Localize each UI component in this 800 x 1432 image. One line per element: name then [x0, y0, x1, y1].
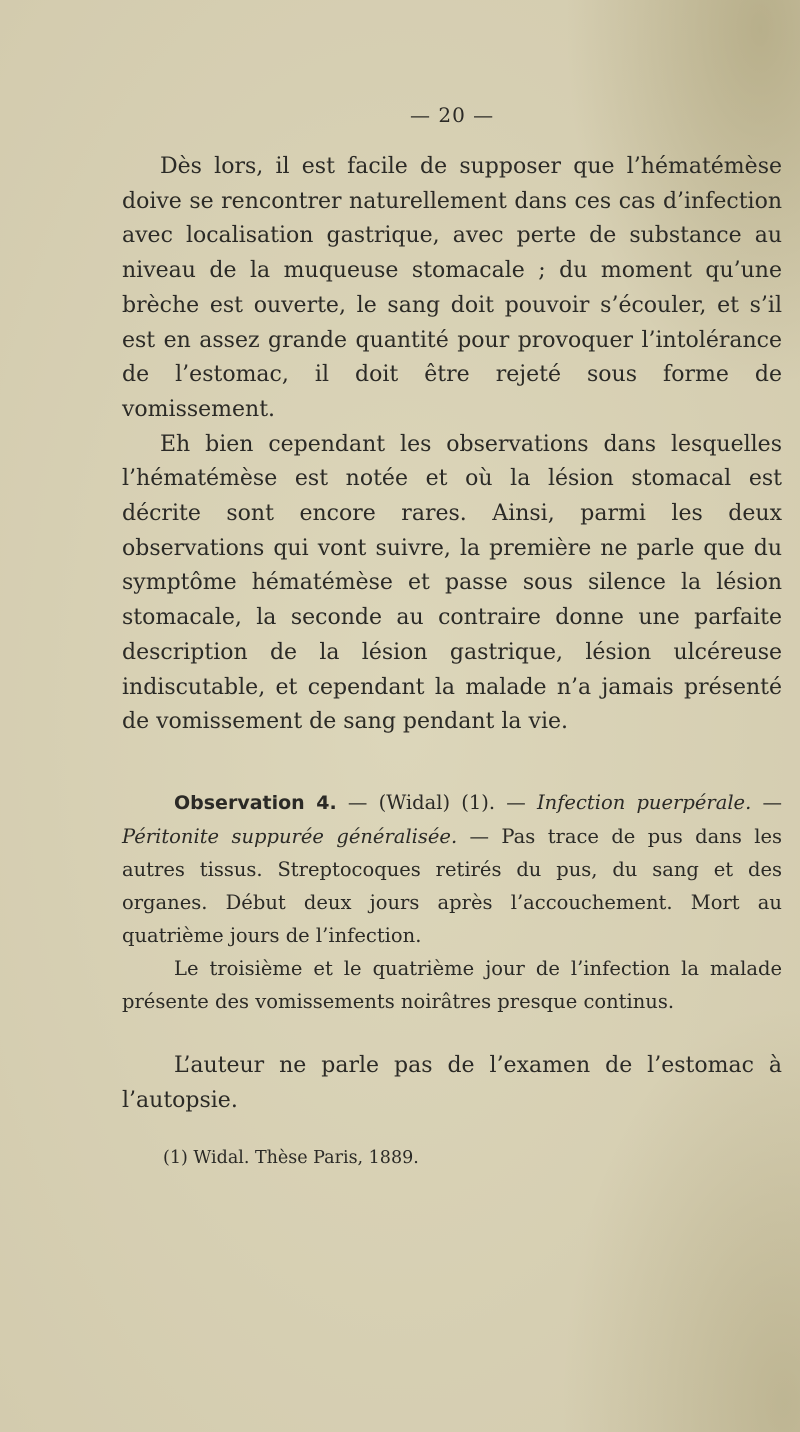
conclusion-block [122, 1048, 782, 1118]
observation-title: Infection puerpérale. [536, 791, 752, 814]
observation-block [122, 786, 782, 1018]
body-text [122, 150, 782, 740]
observation-text-1: — Pas trace de pus dans les autres tissus. Streptocoques retirés du pus, du sang et des organes. Début deux jours après l’accouchement. Mort au quatrième jours de l’infection. [122, 825, 782, 947]
conclusion-text: L’auteur ne parle pas de l’examen de l’estomac à l’autopsie. [122, 1053, 782, 1113]
observation-paragraph-1 [122, 786, 782, 952]
observation-dash-3: — [751, 791, 782, 814]
observation-subtitle: Péritonite suppurée généralisée. [122, 825, 458, 848]
observation-dash-1: — [336, 791, 379, 814]
paragraph-2: Eh bien cependant les observations dans lesquelles l’hématémèse est notée et où la lésion stomacal est décrite sont encore rares. Ainsi, parmi les deux observations qui vont suivre, la première ne parle que du symptôme hématémèse et passe sous silence la lésion stomacale, la seconde au contraire donne une parfaite description de la lésion gastrique, lésion ulcéreuse indiscutable, et cependant la malade n’a jamais présenté de vomissement de sang pendant la vie. [122, 431, 782, 735]
observation-paragraph-2: Le troisième et le quatrième jour de l’infection la malade présente des vomissements noirâtres presque continus. [122, 957, 782, 1013]
observation-label: Observation 4. [174, 792, 337, 814]
footnote: (1) Widal. Thèse Paris, 1889. [163, 1148, 419, 1168]
paragraph-1: Dès lors, il est facile de supposer que l’hématémèse doive se rencontrer naturellement dans ces cas d’infection avec localisation gastrique, avec perte de substance au niveau de la muqueuse stomacale ; du moment qu’une brèche est ouverte, le sang doit pouvoir s’écouler, et s’il est en assez grande quantité pour provoquer l’intolérance de l’estomac, il doit être rejeté sous forme de vomissement. [122, 154, 782, 422]
page-number: — 20 — [410, 103, 495, 127]
observation-dash-2: — [495, 791, 537, 814]
observation-source: (Widal) (1). [378, 791, 496, 814]
